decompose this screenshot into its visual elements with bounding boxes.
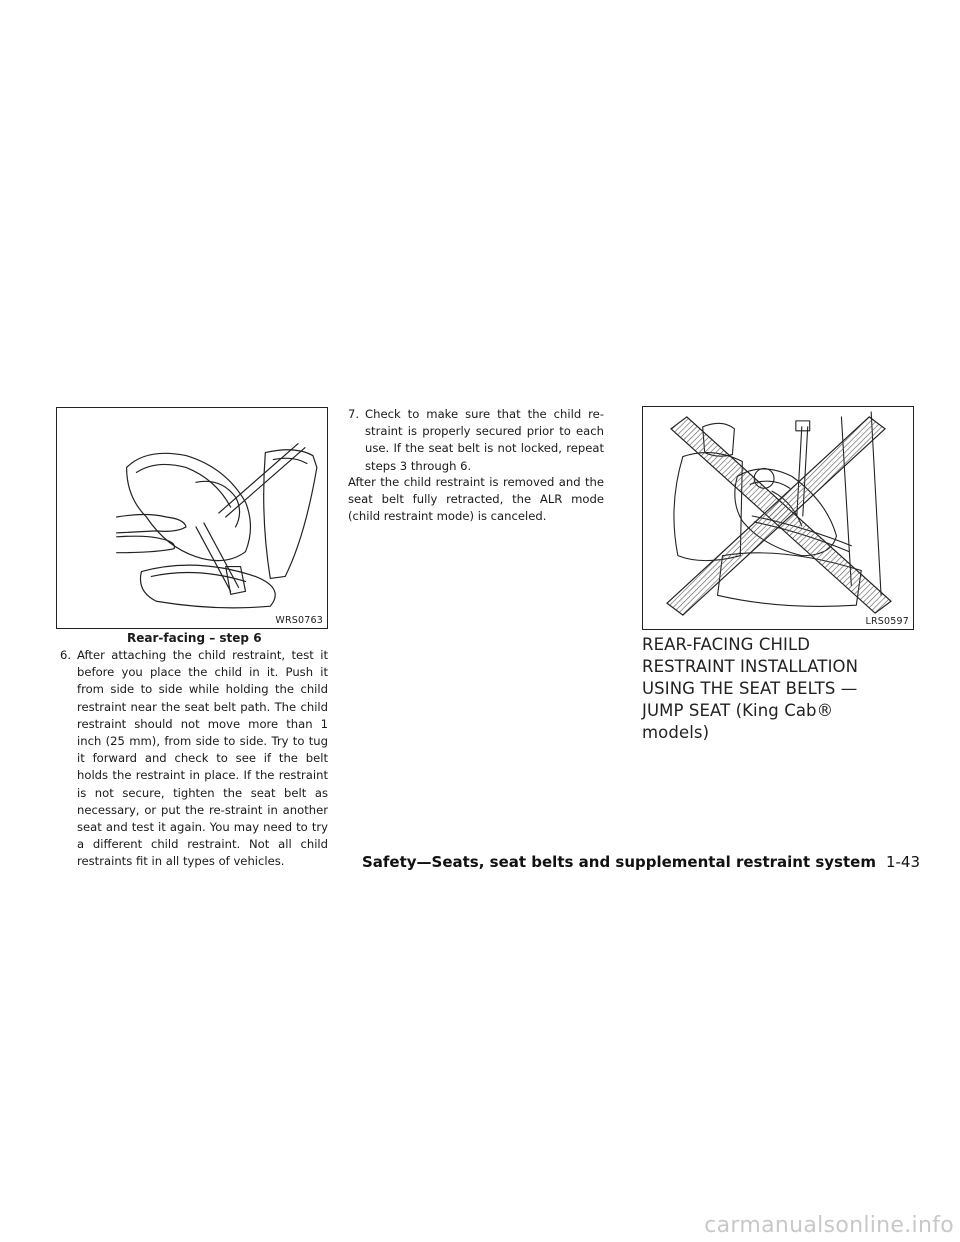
figure-rear-facing-step6 <box>56 407 328 629</box>
step-number: 6. <box>60 648 72 662</box>
step-text: After attaching the child restraint, test it before you place the child in it. Push it from side to side while holding the child restraint near the seat belt path. The child restraint should not move more than 1 inch (25 mm), from side to side. Try to tug it forward and check to see if the belt holds the restraint in place. If the restraint is not secure, tighten the seat belt as necessary, or put the re-straint in another seat and test it again. You may need to try a different child restraint. Not all child restraints fit in all types of vehicles. <box>77 648 328 869</box>
footer-section-title: Safety—Seats, seat belts and supplemental restraint system <box>361 853 876 871</box>
step-6 <box>60 647 328 871</box>
figure-caption: Rear-facing – step 6 <box>127 631 262 645</box>
child-restraint-illustration <box>57 408 327 628</box>
watermark: carmanualsonline.info <box>704 1213 954 1238</box>
step-7 <box>348 406 604 475</box>
figure-code: LRS0597 <box>865 616 909 627</box>
page-footer <box>362 853 920 871</box>
figure-prohibited-installation <box>642 406 914 630</box>
section-heading: REAR-FACING CHILD RESTRAINT INSTALLATION USING THE SEAT BELTS — JUMP SEAT (King Cab® models) <box>642 635 859 742</box>
prohibited-installation-illustration <box>643 407 913 629</box>
page-number: 1-43 <box>885 853 920 871</box>
body-paragraph: After the child restraint is removed and the seat belt fully retracted, the ALR mode (child restraint mode) is canceled. <box>348 475 604 524</box>
step-text: Check to make sure that the child re-straint is properly secured prior to each use. If the seat belt is not locked, repeat steps 3 through 6. <box>365 407 604 473</box>
step-number: 7. <box>348 407 360 421</box>
figure-code: WRS0763 <box>275 615 323 626</box>
